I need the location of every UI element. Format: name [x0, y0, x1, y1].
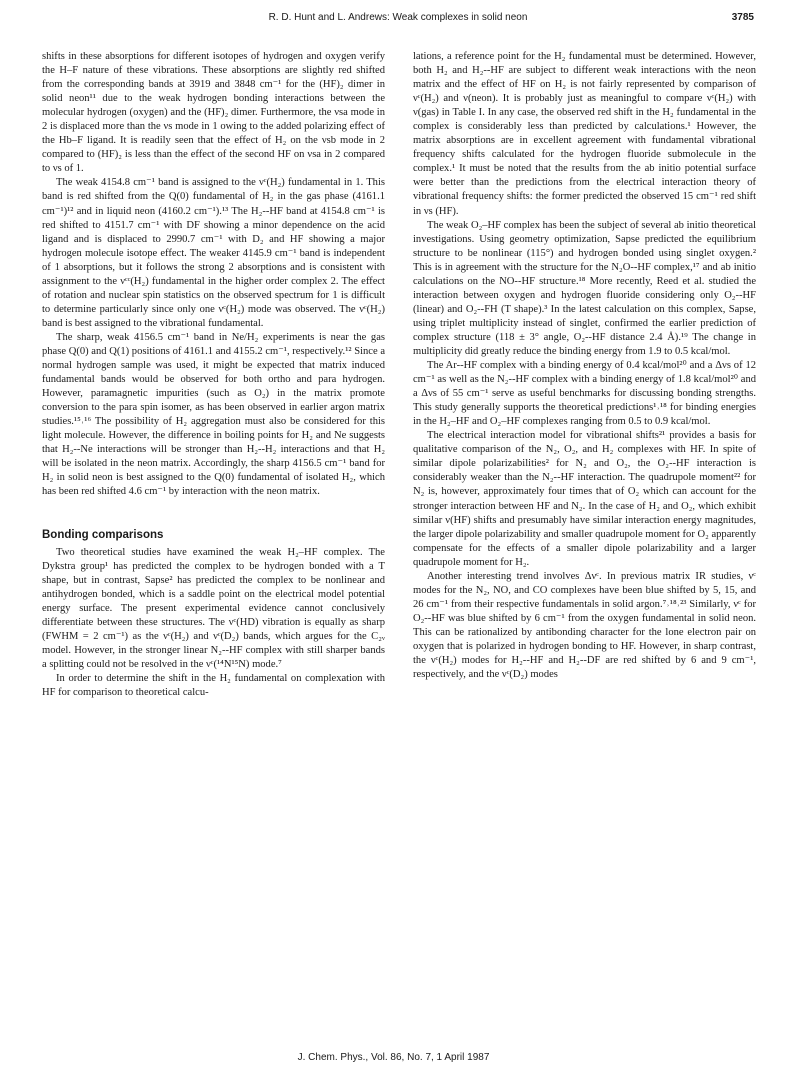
section-heading: Bonding comparisons — [42, 528, 164, 541]
left-paragraph-2: The weak 4154.8 cm⁻¹ band is assigned to the νᶜ(H₂) fundamental in 1. This band is red shifted from the Q(0) fundamental of H₂ in the gas phase (4161.1 cm⁻¹)¹² and in liquid neon (4160.2 cm⁻¹).¹³ The H₂--HF band at 4154.8 cm⁻¹ is red shifted to 4151.7 cm⁻¹ with DF showing a minor dependence on the acid ligand and is displaced to 2990.7 cm⁻¹ with D₂ and HF showing a major hydrogen molecule isotope effect. The weaker 4145.9 cm⁻¹ band is independent of 1 absorptions, but it follows the strong 2 absorptions and is consistent with assignment to the νᶜᶜ(H₂) fundamental in the higher order complex 2. The effect of rotation and nuclear spin statistics on the observed spectrum for 1 is difficult to determine particularly since only one νᶜ(H₂) mode was observed. The νᶜ(H₂) band is best assigned to the vibrational fundamental. — [42, 177, 385, 329]
running-title: R. D. Hunt and L. Andrews: Weak complexes in solid neon — [268, 12, 528, 23]
page-number: 3785 — [731, 12, 754, 23]
left-paragraph-5: In order to determine the shift in the H₂ fundamental on complexation with HF for comparison to theoretical calcu- — [42, 672, 385, 699]
left-paragraph-1: shifts in these absorptions for different isotopes of hydrogen and oxygen verify the H–F nature of these vibrations. These absorptions are slightly red shifted from the corresponding bands at 3919 and 3848 cm⁻¹ for the (HF)₂ dimer in solid neon¹¹ due to the weak hydrogen bonding interactions between the molecular hydrogen (oxygen) and the (HF)₂ dimer. Furthermore, the νsa mode in 2 is displaced more than the νs mode in 1 owing to the added polarizing effect of the Hb–F ligand. It is readily seen that the effect of H₂ on the νsb mode in 2 compared to (HF)₂ is less than the effect of the second HF on νsa in 2 compared to νs of 1. — [42, 51, 385, 175]
right-paragraph-3: The Ar--HF complex with a binding energy of 0.4 kcal/mol²⁰ and a Δνs of 12 cm⁻¹ as well as the N₂--HF complex with a binding energy of 1.8 kcal/mol²⁰ and a Δνs of 55 cm⁻¹ serve as useful benchmarks for discussing bonding strengths. This study generally supports the theoretical predictions¹˒¹⁸ for binding energies in the H₂–HF and O₂–HF complexes ranging from 0.5 to 0.9 kcal/mol. — [413, 360, 756, 428]
right-paragraph-4: The electrical interaction model for vibrational shifts²¹ provides a basis for qualitative comparison of the N₂, O₂, and H₂ complexes with HF. In spite of similar dipole polarizabilities² for N₂ and O₂, the O₂--HF interaction is considerably weaker than the N₂--HF interaction. The quadrupole moment²² for N₂ is, however, approximately four times that of O₂ which can account for the stronger interaction between HF and N₂. In the case of H₂ and O₂, which exhibit similar ν(HF) shifts and presumably have similar interaction energy magnitudes, the larger dipole polarizability and smaller quadrupole moment for O₂ apparently compensate for the effects of a smaller dipole polarizability and a larger quadrupole moment for H₂. — [413, 430, 756, 568]
right-paragraph-1: lations, a reference point for the H₂ fundamental must be determined. However, both H₂ and H₂--HF are subject to different weak interactions with the neon matrix and the effect of HF on H₂ is not fairly represented by comparison of νᶜ(H₂) and ν(neon). It is probably just as meaningful to compare νᶜ(H₂) with ν(gas) in Table I. In any case, the observed red shift in the H₂ fundamental in the complex is considerably less than predicted by calculations.¹ However, the matrix absorptions are in excellent agreement with fundamental vibrational frequency shifts calculated for the hydrogen fluoride submolecule in the complex.¹ It must be noted that the results from the ab initio potential surface were better than the predictions from the electrical interaction theory of vibrational frequency shifts: the former predicted the observed 15 cm⁻¹ red shift in νs (HF). — [413, 51, 756, 217]
left-paragraph-3: The sharp, weak 4156.5 cm⁻¹ band in Ne/H₂ experiments is near the gas phase Q(0) and Q(1) positions of 4161.1 and 4155.2 cm⁻¹, respectively.¹² Since a normal hydrogen sample was used, it might be expected that matrix induced fundamental bands would be observed for both ortho and para hydrogen. However, paramagnetic impurities (such as O₂) in the matrix promote conversion to the para spin isomer, as has been observed in earlier argon matrix studies.¹⁵˒¹⁶ The possibility of H₂ aggregation must also be considered for this light molecule. However, the difference in boiling points for H₂ and Ne suggests that H₂--Ne interactions will be stronger than H₂--H₂ interactions and that H₂ will be isolated in the neon matrix. Accordingly, the sharp 4156.5 cm⁻¹ band for H₂ in solid neon is best assigned to the Q(0) fundamental of isolated H₂, which has been red shifted 4.6 cm⁻¹ by interaction with the neon matrix. — [42, 331, 385, 498]
running-head — [42, 12, 754, 28]
right-paragraph-2: The weak O₂–HF complex has been the subject of several ab initio theoretical investigations. Using geometry optimization, Sapse predicted the equilibrium structure to be nonlinear (115°) and hydrogen bonded using singlet oxygen.² This is in agreement with the structure for the N₂O--HF complex,¹⁷ and ab initio calculations on the NO--HF structure.¹⁸ More recently, Reed et al. studied the interaction between oxygen and hydrogen fluoride considering only O₂--HF (linear) and O₂--FH (T shape).³ In the latest calculation on this complex, Sapse, using triplet multiplicity instead of singlet, confirmed the earlier prediction of complex structure (118 ± 3° angle, O₂--HF distance 2.4 Å).¹⁹ The change in multiplicity did greatly reduce the binding energy from 1.9 to 0.5 kcal/mol. — [413, 219, 756, 357]
right-paragraph-5: Another interesting trend involves Δνᶜ. In previous matrix IR studies, νᶜ modes for the N₂, NO, and CO complexes have been blue shifted by 5, 15, and 26 cm⁻¹ from their respective fundamentals in solid argon.⁷˒¹⁸˒²³ Similarly, νᶜ for O₂--HF was blue shifted by 6 cm⁻¹ from the oxygen fundamental in solid neon. This can be rationalized by antibonding character for the lone electron pair on oxygen that is polarized in hydrogen bonding to HF. However, in sharp contrast, the νᶜ(H₂) modes for H₂--HF and H₂--DF are red shifted by 6 and 9 cm⁻¹, respectively, and the νᶜ(D₂) modes — [413, 570, 756, 681]
left-paragraph-4: Two theoretical studies have examined the weak H₂–HF complex. The Dykstra group¹ has predicted the complex to be hydrogen bonded with a T shape, but in contrast, Sapse² has predicted the complex to be nonlinear and antihydrogen bonded, which is a saddle point on the electrical model potential energy surface. The present experimental evidence cannot conclusively differentiate between these structures. The νᶜ(HD) vibration is equally as sharp (FWHM = 2 cm⁻¹) as the νᶜ(H₂) and νᶜ(D₂) bands, which argues for the C₂ᵥ model. However, in the stronger linear N₂--HF complex with still sharper bands a splitting could not be resolved in the νᶜ(¹⁴N¹⁵N) mode.⁷ — [42, 546, 385, 670]
footer-citation: J. Chem. Phys., Vol. 86, No. 7, 1 April 1987 — [297, 1052, 490, 1063]
left-column — [42, 50, 385, 700]
right-column — [413, 50, 756, 682]
